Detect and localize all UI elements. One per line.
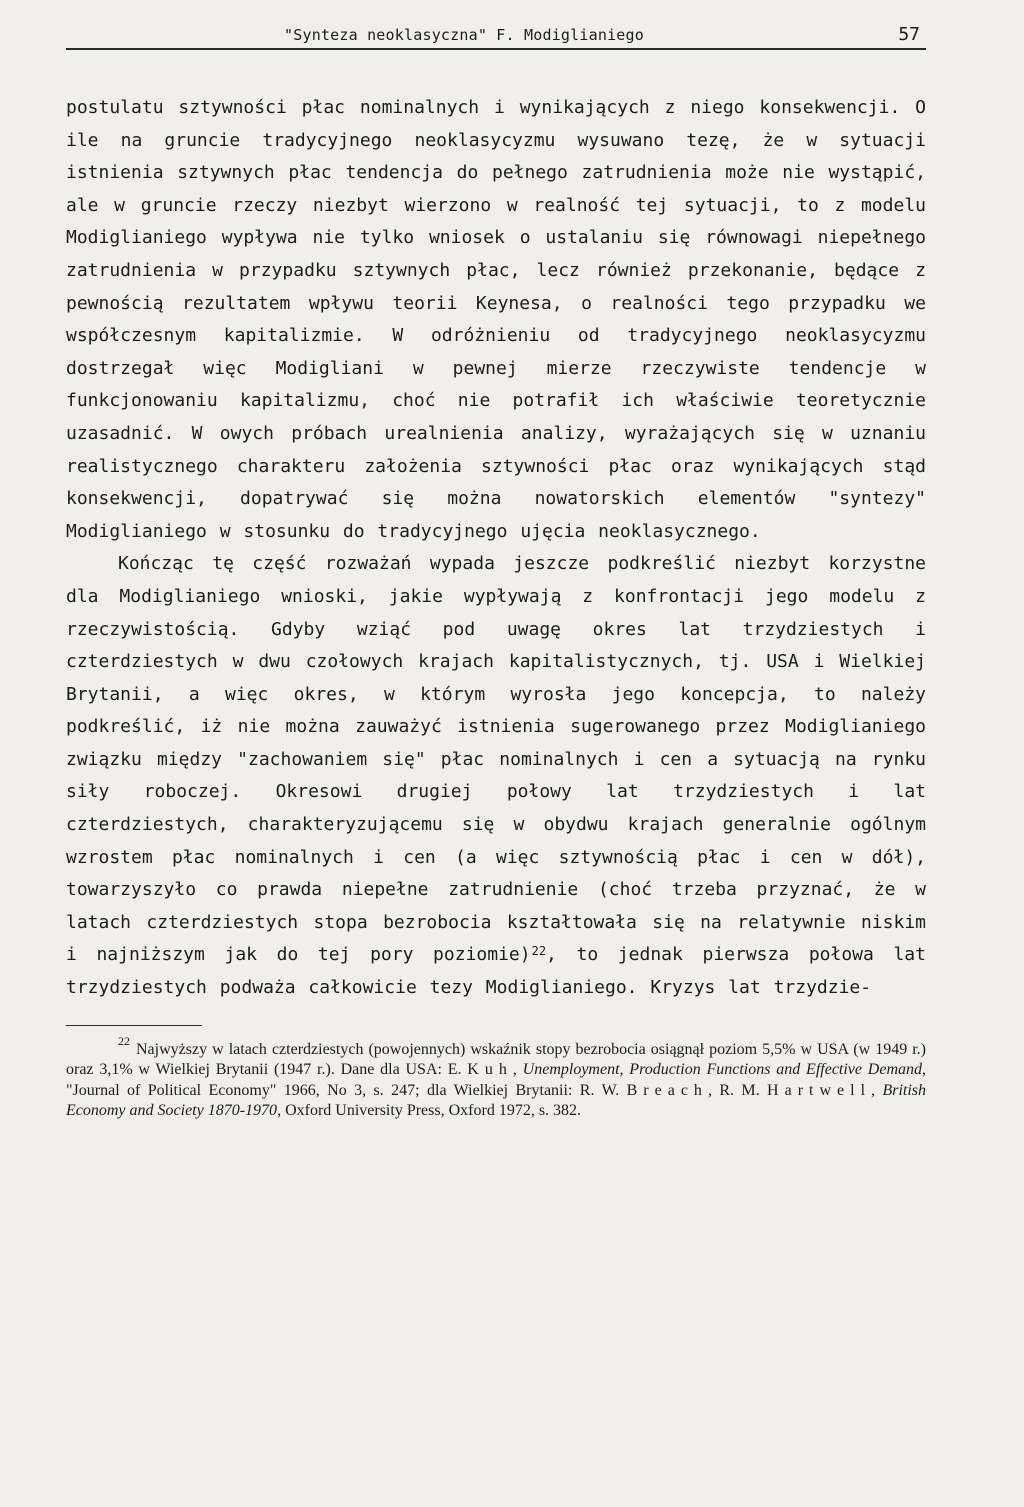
footnote-work-title: Unemployment, Production Functions and Effective Demand [522, 1061, 923, 1079]
footnote-separator [66, 1025, 202, 1026]
footnote-reference: 22 [531, 944, 547, 959]
footnote-author: Kuh [467, 1061, 513, 1079]
footnote-work-title: British Economy and Society 1870-1970 [66, 1081, 926, 1120]
footnote [66, 1033, 927, 1122]
footnote-author: Breach [626, 1081, 708, 1099]
paragraph-1: postulatu sztywności płac nominalnych i wynikających z niego konsekwencji. O ile na gruncie tradycyjnego neoklasycyzmu wysuwano tezę, że w sytuacji istnienia sztywnych płac tendencja do pełnego zatrudnienia może nie wystąpić, ale w gruncie rzeczy niezbyt wierzono w realność tej sytuacji, to z modelu Modiglianiego wypływa nie tylko wniosek o ustalaniu się równowagi niepełnego zatrudnienia w przypadku sztywnych płac, lecz również przekonanie, będące z pewnością rezultatem wpływu teorii Keynesa, o realności tego przypadku we współczesnym kapitalizmie. W odróżnieniu od tradycyjnego neoklasycyzmu dostrzegał więc Modigliani w pewnej mierze rzeczywiste tendencje w funkcjonowaniu kapitalizmu, choć nie potrafił ich właściwie teoretycznie uzasadnić. W owych próbach urealnienia analizy, wyrażających się w uznaniu realistycznego charakteru założenia sztywności płac oraz wynikających stąd konsekwencji, dopatrywać się można nowatorskich elementów "syntezy" Modiglianiego w stosunku do tradycyjnego ujęcia neoklasycznego. [66, 97, 926, 542]
page-header [66, 18, 926, 50]
paragraph-2-text-a: Kończąc tę część rozważań wypada jeszcze podkreślić niezbyt korzystne dla Modiglianiego wnioski, jakie wypływają z konfrontacji jego modelu z rzeczywistością. Gdyby wziąć pod uwagę okres lat trzydziestych i czterdziestych w dwu czołowych krajach kapitalistycznych, tj. USA i Wielkiej Brytanii, a więc okres, w którym wyrosła jego koncepcja, to należy podkreślić, iż nie można zauważyć istnienia sugerowanego przez Modiglianiego związku między "zachowaniem się" płac nominalnych i cen a sytuacją na rynku siły roboczej. Okresowi drugiej połowy lat trzydziestych i lat czterdziestych, charakteryzującemu się w obydwu krajach generalnie ogólnym wzrostem płac nominalnych i cen (a więc sztywnością płac i cen w dół), towarzyszyło co prawda niepełne zatrudnienie (choć trzeba przyznać, że w latach czterdziestych stopa bezrobocia kształtowała się na relatywnie niskim i najniższym jak do tej pory poziomie) [66, 553, 926, 966]
footnote-text: , [512, 1061, 523, 1079]
document-page [66, 18, 926, 1122]
footnote-text: , R. M. [707, 1081, 768, 1099]
footnote-text: Najwyższy w latach czterdziestych (powojennych) wskaźnik stopy bezrobocia osiągnął poziom 5,5% w USA (w 1949 r.) oraz 3,1% w Wielkiej Brytanii (1947 r.). Dane dla USA: E. [66, 1040, 926, 1079]
footnote-text: , Oxford University Press, Oxford 1972, s. 382. [277, 1102, 582, 1120]
footnote-text: , [871, 1081, 883, 1099]
body-text [66, 92, 926, 1005]
footnote-number: 22 [118, 1033, 130, 1048]
paragraph-2-text-b: , to jednak pierwsza połowa lat trzydziestych podważa całkowicie tezy Modiglianiego. Kryzys lat trzydzie- [66, 944, 926, 999]
paragraph-2 [66, 548, 926, 1004]
footnote-author: Hartwell [767, 1081, 872, 1099]
page-number: 57 [898, 24, 920, 45]
running-title: "Synteza neoklasyczna" F. Modiglianiego [284, 26, 644, 44]
footnote-text: , "Journal of Political Economy" 1966, No 3, s. 247; dla Wielkiej Brytanii: R. W. [66, 1061, 927, 1099]
